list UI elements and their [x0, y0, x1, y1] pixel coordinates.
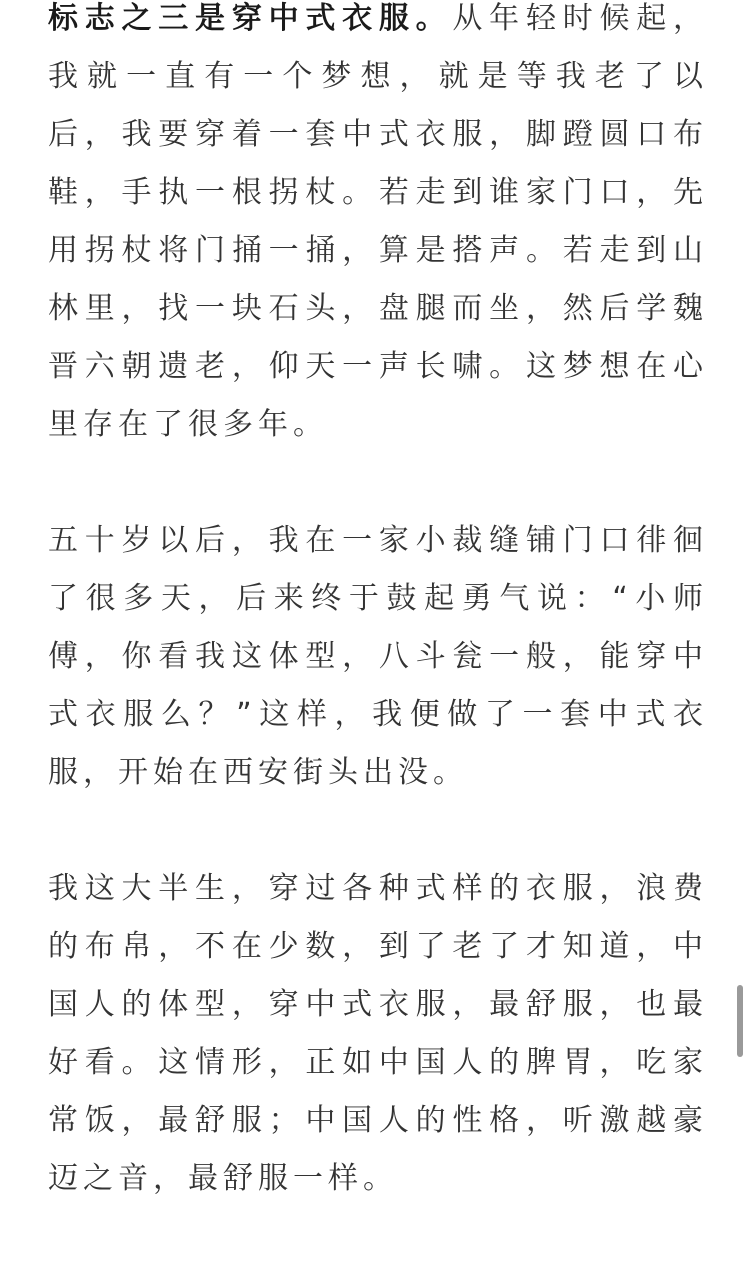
scrollbar-thumb[interactable] [737, 985, 743, 1057]
paragraph-2 [48, 512, 708, 802]
paragraph-text: 从年轻时候起，我就一直有一个梦想，就是等我老了以后，我要穿着一套中式衣服，脚蹬圆口布鞋，手执一根拐杖。若走到谁家门口，先用拐杖将门捅一捅，算是搭声。若走到山林里，找一块石头，盘腿而坐，然后学魏晋六朝遗老，仰天一声长啸。这梦想在心里存在了很多年。 [48, 1, 709, 442]
paragraph-lead: 标志之三是穿中式衣服。 [48, 1, 453, 36]
paragraph-text: 五十岁以后，我在一家小裁缝铺门口徘徊了很多天，后来终于鼓起勇气说：“小师傅，你看我这体型，八斗瓮一般，能穿中式衣服么？”这样，我便做了一套中式衣服，开始在西安街头出没。 [48, 523, 708, 790]
paragraph-text: 我这大半生，穿过各种式样的衣服，浪费的布帛，不在少数，到了老了才知道，中国人的体型，穿中式衣服，最舒服，也最好看。这情形，正如中国人的脾胃，吃家常饭，最舒服；中国人的性格，听激越豪迈之音，最舒服一样。 [48, 871, 708, 1196]
article-body [48, 0, 708, 1266]
paragraph-1 [48, 0, 708, 454]
paragraph-3 [48, 860, 708, 1208]
